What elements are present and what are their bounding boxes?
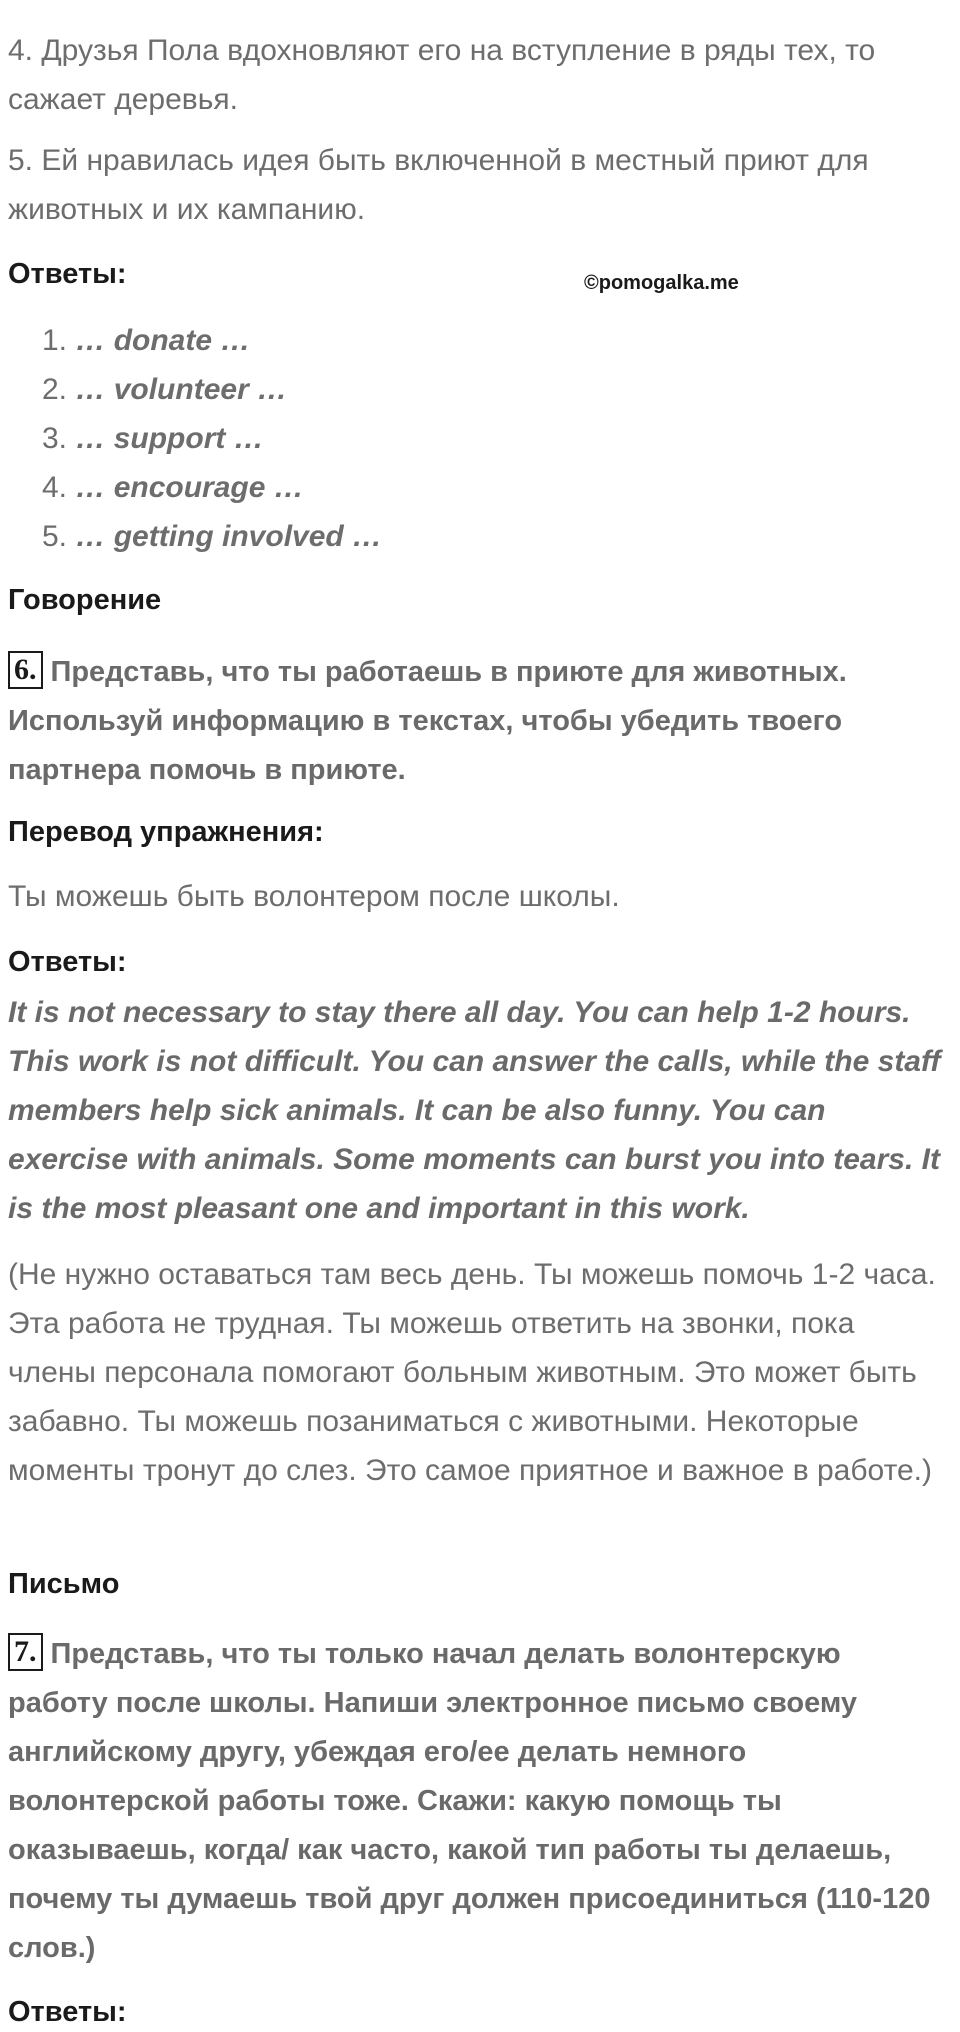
answers-heading-3: Ответы: — [8, 1996, 127, 2028]
list-item: 2. … volunteer … — [42, 373, 288, 406]
section-heading-speaking: Говорение — [8, 584, 162, 616]
task-7 — [8, 1630, 948, 1973]
list-item: 4. … encourage … — [42, 471, 304, 504]
sentence-4: 4. Друзья Пола вдохновляют его на вступление в ряды тех, то сажает деревья. — [8, 34, 876, 116]
answer-english: It is not necessary to stay there all day. You can help 1-2 hours. This work is not difficult. You can answer the calls, while the staff members help sick animals. It can be also funny. You can exercise with animals. Some moments can burst you into tears. It is the most pleasant one and important in this work. — [8, 996, 941, 1225]
answers-list — [42, 316, 382, 561]
sentence-5: 5. Ей нравилась идея быть включенной в местный приют для животных и их кампанию. — [8, 144, 869, 226]
translation-heading: Перевод упражнения: — [8, 816, 324, 848]
task-7-text: Представь, что ты только начал делать волонтерскую работу после школы. Напиши электронное письмо своему английскому другу, убеждая его/ее делать немного волонтерской работы тоже. Скажи: какую помощь ты оказываешь, когда/ как часто, какой тип работы ты делаешь, почему ты думаешь твой друг должен присоединиться (110-120 слов.) — [8, 1638, 931, 1964]
translation-text: Ты можешь быть волонтером после школы. — [8, 880, 620, 913]
section-heading-writing: Письмо — [8, 1568, 120, 1600]
list-item: 5. … getting involved … — [42, 520, 383, 553]
list-item: 3. … support … — [42, 422, 264, 455]
watermark: ©pomogalka.me — [584, 272, 739, 294]
task-number-6: 6. — [8, 651, 43, 689]
answers-heading-1: Ответы: — [8, 258, 127, 290]
answer-russian: (Не нужно оставаться там весь день. Ты можешь помочь 1-2 часа. Эта работа не трудная. Ты можешь ответить на звонки, пока члены персонала помогают больным животным. Это может быть забавно. Ты можешь позаниматься с животными. Некоторые моменты тронут до слез. Это самое приятное и важное в работе.) — [8, 1258, 936, 1487]
list-item: 1. … donate … — [42, 324, 251, 357]
task-6-text: Представь, что ты работаешь в приюте для животных. Используй информацию в текстах, чтобы убедить твоего партнера помочь в приюте. — [8, 656, 847, 786]
answers-heading-2: Ответы: — [8, 946, 127, 978]
task-number-7: 7. — [8, 1633, 43, 1671]
task-6 — [8, 648, 948, 795]
